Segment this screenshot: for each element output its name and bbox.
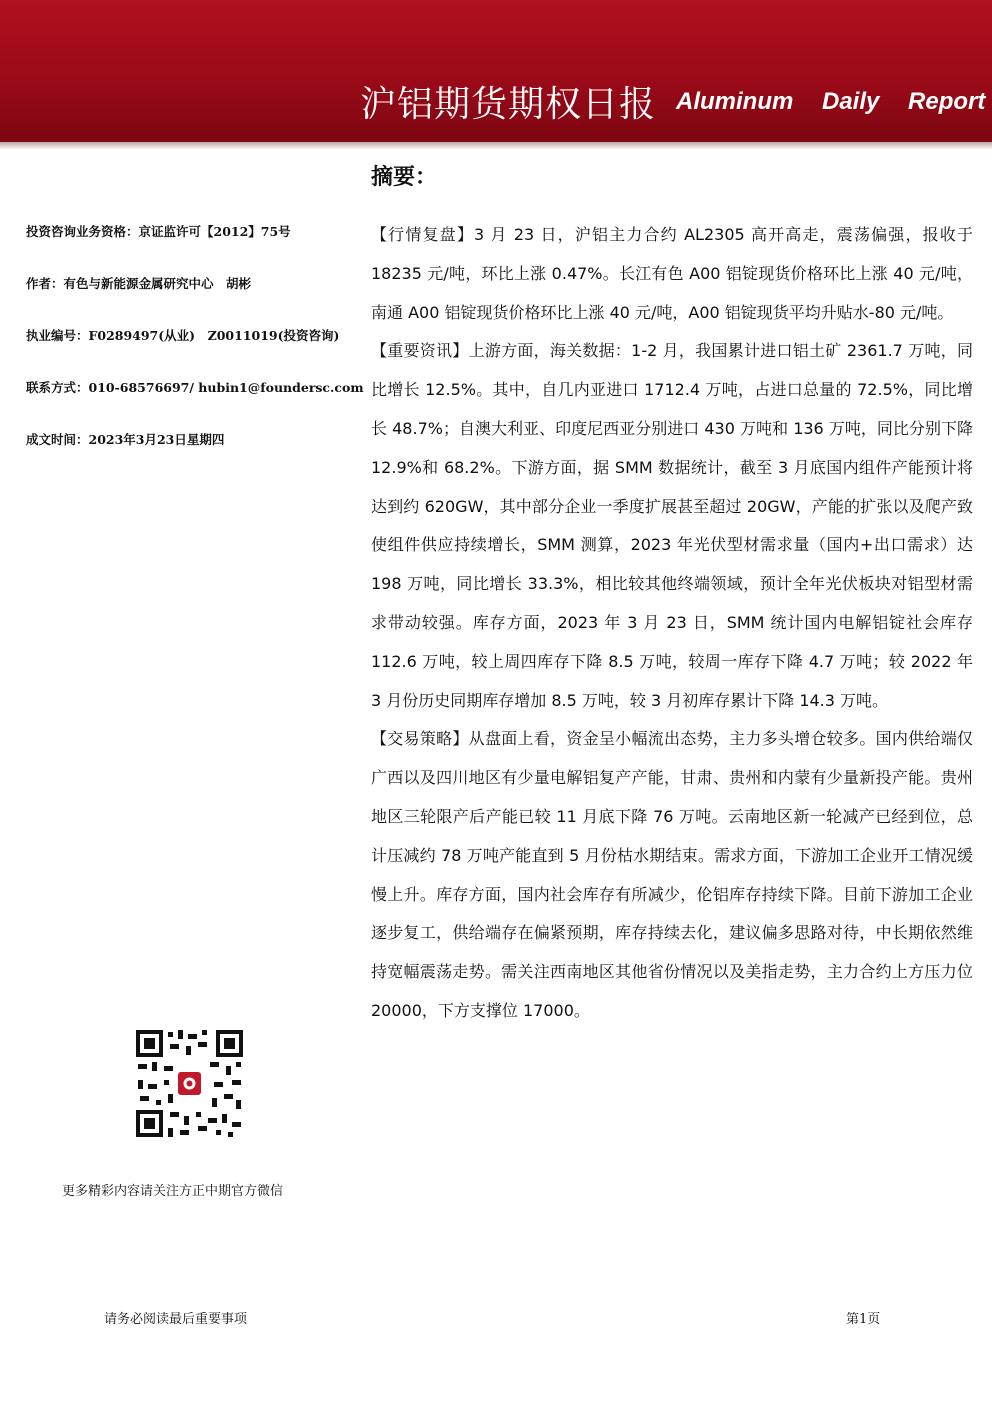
summary-heading: 摘要： (371, 165, 438, 190)
report-title-cn: 沪铝期货期权日报 (360, 84, 657, 125)
page-number: 第1页 (846, 1312, 881, 1327)
qr-code-image (134, 1028, 245, 1139)
news-paragraph: 【重要资讯】上游方面，海关数据：1-2 月，我国累计进口铝土矿 2361.7 万吨，同比增长 12.5%。其中，自几内亚进口 1712.4 万吨，占进口总量的 72.5%，同比增长 48.7%；自澳大利亚、印度尼西亚分别进口 430 万吨和 136 万吨，同比分别下降 12.9%和 68.2%。下游方面，据 SMM 数据统计，截至 3 月底国内组件产能预计将达到约 620GW，其中部分企业一季度扩展甚至超过 20GW，产能的扩张以及爬产致使组件供应持续增长，SMM 测算，2023 年光伏型材需求量（国内+出口需求）达 198 万吨，同比增长 33.3%，相比较其他终端领域，预计全年光伏板块对铝型材需求带动较强。库存方面，2023 年 3 月 23 日，SMM 统计国内电解铝锭社会库存 112.6 万吨，较上周四库存下降 8.5 万吨，较周一库存下降 4.7 万吨；较 2022 年 3 月份历史同期库存增加 8.5 万吨，较 3 月初库存累计下降 14.3 万吨。 (371, 341, 973, 710)
market-review-paragraph: 【行情复盘】3 月 23 日，沪铝主力合约 AL2305 高开高走，震荡偏强，报收于 18235 元/吨，环比上涨 0.47%。长江有色 A00 铝锭现货价格环比上涨 40 元/吨，南通 A00 铝锭现货价格环比上涨 40 元/吨，A00 铝锭现货平均升贴水-80 元/吨。 (371, 225, 973, 322)
header-banner-shadow (0, 142, 992, 150)
footer-notice: 请务必阅读最后重要事项 (104, 1312, 248, 1327)
author-text: 作者：有色与新能源金属研究中心 胡彬 (26, 276, 252, 291)
date-text: 成文时间：2023年3月23日星期四 (26, 432, 225, 447)
strategy-paragraph: 【交易策略】从盘面上看，资金呈小幅流出态势，主力多头增仓较多。国内供给端仅广西以及四川地区有少量电解铝复产产能，甘肃、贵州和内蒙有少量新投产能。贵州地区三轮限产后产能已较 11 月底下降 76 万吨。云南地区新一轮减产已经到位，总计压减约 78 万吨产能直到 5 月份枯水期结束。需求方面，下游加工企业开工情况缓慢上升。库存方面，国内社会库存有所减少，伦铝库存持续下降。目前下游加工企业逐步复工，供给端存在偏紧预期，库存持续去化，建议偏多思路对待，中长期依然维持宽幅震荡走势。需关注西南地区其他省份情况以及美指走势，主力合约上方压力位 20000，下方支撑位 17000。 (371, 729, 973, 1020)
qualification-text: 投资咨询业务资格：京证监许可【2012】75号 (26, 224, 291, 239)
contact-text: 联系方式：010-68576697/ hubin1@foundersc.com (26, 380, 364, 395)
report-title-en: Aluminum Daily Report (676, 88, 986, 115)
license-text: 执业编号：F0289497(从业) Z0011019(投资咨询) (26, 328, 340, 343)
qr-caption: 更多精彩内容请关注方正中期官方微信 (62, 1184, 284, 1199)
summary-body (371, 216, 973, 1031)
